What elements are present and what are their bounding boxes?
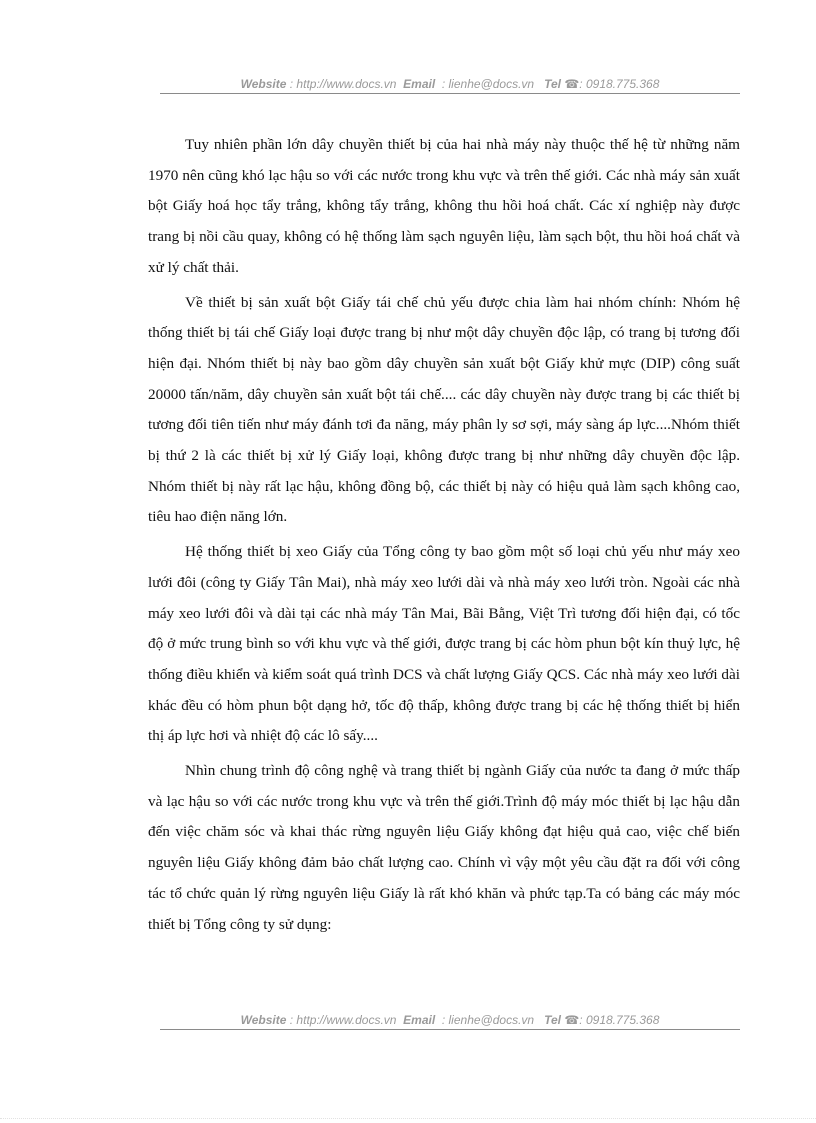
page-footer [160,1013,740,1027]
header-divider [160,93,740,94]
header-website-url[interactable]: : http://www.docs.vn [289,77,397,91]
header-email-label: Email [403,77,436,91]
paragraph-1: Tuy nhiên phần lớn dây chuyền thiết bị của hai nhà máy này thuộc thế hệ từ những năm 1970 nên cũng khó lạc hậu so với các nước trong khu vực và trên thế giới. Các nhà máy sản xuất bột Giấy hoá học tẩy trắng, không tẩy trắng, không thu hồi hoá chất. Các xí nghiệp này được trang bị nồi cầu quay, không có hệ thống làm sạch nguyên liệu, làm sạch bột, thu hồi hoá chất và xử lý chất thải. [148,136,740,276]
footer-website-label: Website [240,1013,287,1027]
page-header [160,77,740,91]
header-tel-label: Tel [544,77,561,91]
page-edge [0,1118,816,1119]
phone-icon: ☎ [564,1013,580,1027]
footer-tel-value: : 0918.775.368 [579,1013,660,1027]
footer-email-label: Email [403,1013,436,1027]
paragraph-4: Nhìn chung trình độ công nghệ và trang thiết bị ngành Giấy của nước ta đang ở mức thấp và lạc hậu so với các nước trong khu vực và trên thế giới.Trình độ máy móc thiết bị lạc hậu dẫn đến việc chăm sóc và khai thác rừng nguyên liệu Giấy không đạt hiệu quả cao, việc chế biến nguyên liệu Giấy không đảm bảo chất lượng cao. Chính vì vậy một yêu cầu đặt ra đối với công tác tổ chức quản lý rừng nguyên liệu Giấy là rất khó khăn và phức tạp.Ta có bảng các máy móc thiết bị Tổng công ty sử dụng: [148,762,740,933]
footer-divider [160,1029,740,1030]
phone-icon: ☎ [564,77,580,91]
document-body [148,130,740,940]
paragraph-3: Hệ thống thiết bị xeo Giấy của Tổng công ty bao gồm một số loại chủ yếu như máy xeo lưới đôi (công ty Giấy Tân Mai), nhà máy xeo lưới dài và nhà máy xeo lưới tròn. Ngoài các nhà máy xeo lưới đôi và dài tại các nhà máy Tân Mai, Bãi Bằng, Việt Trì tương đối hiện đại, có tốc độ ở mức trung bình so với khu vực và thế giới, được trang bị các hòm phun bột kín thuỷ lực, hệ thống điều khiển và kiểm soát quá trình DCS và chất lượng Giấy QCS. Các nhà máy xeo lưới dài khác đều có hòm phun bột dạng hở, tốc độ thấp, không được trang bị các hệ thống thiết bị hiển thị áp lực hơi và nhiệt độ các lô sấy.... [148,543,740,745]
header-email-value[interactable]: : lienhe@docs.vn [441,77,535,91]
footer-tel-label: Tel [544,1013,561,1027]
footer-website-url[interactable]: : http://www.docs.vn [289,1013,397,1027]
header-website-label: Website [240,77,287,91]
footer-email-value[interactable]: : lienhe@docs.vn [441,1013,535,1027]
header-tel-value: : 0918.775.368 [579,77,660,91]
paragraph-2: Về thiết bị sản xuất bột Giấy tái chế chủ yếu được chia làm hai nhóm chính: Nhóm hệ thống thiết bị tái chế Giấy loại được trang bị như một dây chuyền độc lập, có trang bị tương đối hiện đại. Nhóm thiết bị này bao gồm dây chuyền sản xuất bột Giấy khử mực (DIP) công suất 20000 tấn/năm, dây chuyền sản xuất bột tái chế.... các dây chuyền này được trang bị các thiết bị tương đối tiên tiến như máy đánh tơi đa năng, máy phân ly sơ sợi, máy sàng áp lực....Nhóm thiết bị thứ 2 là các thiết bị xử lý Giấy loại, không được trang bị như những dây chuyền độc lập. Nhóm thiết bị này rất lạc hậu, không đồng bộ, các thiết bị này có hiệu quả làm sạch không cao, tiêu hao điện năng lớn. [148,293,740,526]
